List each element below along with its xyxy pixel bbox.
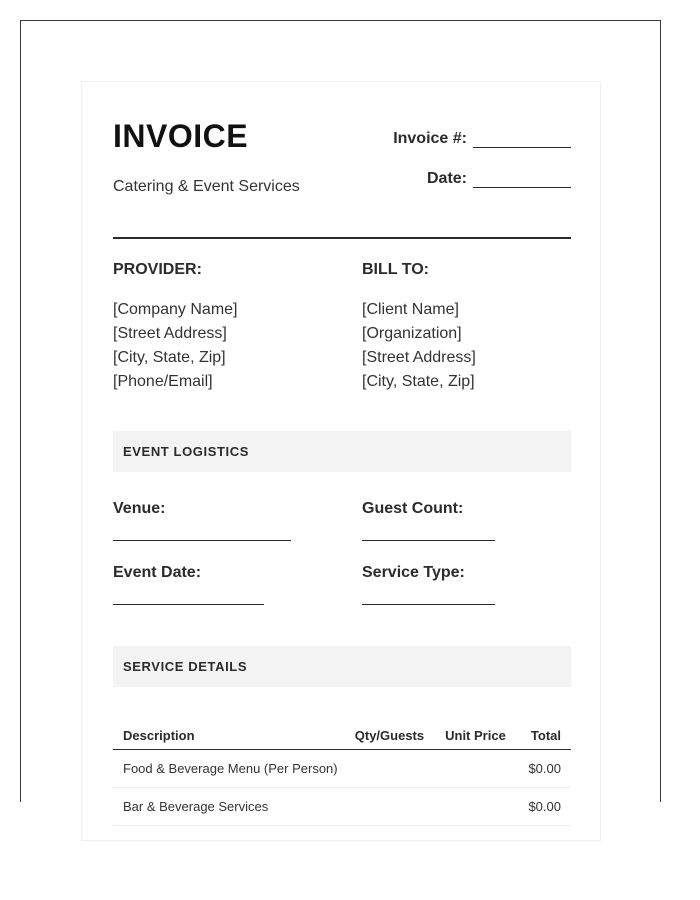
date-label: Date: bbox=[426, 170, 467, 187]
venue-field[interactable] bbox=[113, 540, 291, 541]
row-qty-guests[interactable] bbox=[355, 750, 445, 788]
row-unit-price[interactable] bbox=[445, 788, 527, 826]
provider-address-block bbox=[113, 298, 238, 394]
provider-city-state-zip: [City, State, Zip] bbox=[113, 349, 226, 366]
client-organization: [Organization] bbox=[362, 325, 462, 342]
invoice-number-row bbox=[393, 130, 571, 148]
client-city-state-zip: [City, State, Zip] bbox=[362, 373, 475, 390]
column-header-description: Description bbox=[113, 715, 355, 750]
row-total: $0.00 bbox=[527, 750, 571, 788]
invoice-subtitle: Catering & Event Services bbox=[113, 178, 300, 195]
row-total: $0.00 bbox=[527, 788, 571, 826]
provider-company-name: [Company Name] bbox=[113, 301, 238, 318]
client-street-address: [Street Address] bbox=[362, 349, 476, 366]
header-divider bbox=[113, 237, 571, 239]
row-description: Food & Beverage Menu (Per Person) bbox=[113, 750, 355, 788]
bill-to-heading: BILL TO: bbox=[362, 261, 429, 278]
event-date-field[interactable] bbox=[113, 604, 264, 605]
provider-heading: PROVIDER: bbox=[113, 261, 202, 278]
bill-to-address-block bbox=[362, 298, 476, 394]
table-row bbox=[113, 750, 571, 788]
event-date-label: Event Date: bbox=[113, 564, 202, 581]
row-qty-guests[interactable] bbox=[355, 788, 445, 826]
invoice-number-label: Invoice #: bbox=[393, 130, 467, 147]
service-type-label: Service Type: bbox=[362, 564, 465, 581]
guest-count-field[interactable] bbox=[362, 540, 495, 541]
invoice-number-field[interactable] bbox=[473, 131, 571, 148]
column-header-qty-guests: Qty/Guests bbox=[355, 715, 445, 750]
date-field[interactable] bbox=[473, 171, 571, 188]
event-logistics-header: EVENT LOGISTICS bbox=[113, 431, 571, 472]
client-name: [Client Name] bbox=[362, 301, 459, 318]
service-details-table bbox=[113, 715, 571, 826]
document-frame bbox=[20, 20, 661, 814]
row-description: Bar & Beverage Services bbox=[113, 788, 355, 826]
date-row bbox=[427, 170, 571, 188]
row-unit-price[interactable] bbox=[445, 750, 527, 788]
guest-count-label: Guest Count: bbox=[362, 500, 464, 517]
column-header-total: Total bbox=[527, 715, 571, 750]
provider-phone-email: [Phone/Email] bbox=[113, 373, 213, 390]
table-row bbox=[113, 788, 571, 826]
invoice-title: INVOICE bbox=[113, 118, 249, 154]
provider-street-address: [Street Address] bbox=[113, 325, 227, 342]
service-details-header: SERVICE DETAILS bbox=[113, 646, 571, 687]
table-header-row bbox=[113, 715, 571, 750]
invoice-sheet bbox=[81, 81, 601, 841]
column-header-unit-price: Unit Price bbox=[445, 715, 527, 750]
venue-label: Venue: bbox=[113, 500, 166, 517]
service-type-field[interactable] bbox=[362, 604, 495, 605]
